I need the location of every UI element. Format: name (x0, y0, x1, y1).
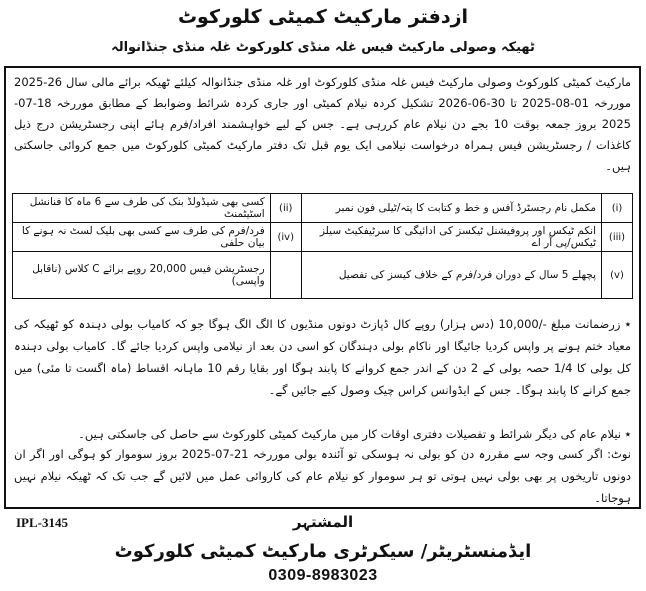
doc-number: (v) (602, 252, 633, 299)
note-paragraph: نوٹ: اگر کسی وجہ سے مقررہ دن کو بولی نہ ہوسکی تو آئندہ بولی موررخہ 21-07-2025 بروز سوموار کو ہوگی اور اگر ان دونوں تاریخوں پر بھی بولی نہیں ہوتی تو ہر سوموار کو نیلام عام کی کاروائی عمل میں لائیں گے جب تک کہ ٹھیکہ نیلام نہیں ہوجاتا۔ (14, 447, 631, 505)
documents-table (12, 193, 633, 299)
deposit-paragraph: ٭ زرضمانت مبلغ -/10,000 (دس ہزار) روپے کال ڈپازٹ دونوں منڈیوں کا الگ الگ ہوگا جو کہ کامیاب بولی دہندہ کو ٹھیکہ کی معیاد ختم ہونے پر واپس کردیا جائیگا اور ناکام بولی دہندگان کو اسی دن بعد از نیلامی واپس کردیا جائے گا۔ کامیاب بولی دہندہ کل بولی کا 1/4 حصہ بولی کے 2 دن کے اندر جمع کروانے کا پابند ہوگا اور بقایا رقم 10 ماہانہ اقساط (ماہ اگست تا مئی) میں جمع کرانے کا پابند ہوگا۔ جس کے ایڈوانس کراس چیک وصول کیے جائیں گے۔ (14, 317, 631, 397)
doc-text: مکمل نام رجسٹرڈ آفس و خط و کتابت کا پتہ/ٹیلی فون نمبر (301, 194, 601, 223)
table-row (13, 252, 633, 299)
table-row (13, 223, 633, 252)
doc-number: (iii) (602, 223, 633, 252)
doc-number (270, 252, 301, 299)
doc-text: فرد/فرم کی طرف سے کسی بھی بلیک لسٹ نہ ہونے کا بیان حلفی (13, 223, 271, 252)
doc-text: انکم ٹیکس اور پروفیشنل ٹیکسز کی ادائیگی کا سرٹیفکیٹ سیلز ٹیکس/پی آر اے (301, 223, 601, 252)
doc-text: کسی بھی شیڈولڈ بنک کی طرف سے 6 ماہ کا فنانشل اسٹیٹمنٹ (13, 194, 271, 223)
intro-paragraph: مارکیٹ کمیٹی کلورکوٹ وصولی مارکیٹ فیس غلہ منڈی کلورکوٹ اور غلہ منڈی جنڈانوالہ کیلئے ٹھیکہ برائے مالی سال 26-2025 موررخہ 01-08-2025 تا 30-06-2026 تشکیل کردہ نیلام کمیٹی اور جاری کردہ شرائط وضوابط کے مطابق موررخہ 18-07-2025 بروز جمعہ بوقت 10 بجے دن نیلام عام کررہی ہے۔ جس کے لیے خواہشمند افراد/فرم ہائے اپنی رجسٹریشن درج ذیل کاغذات / رجسٹریشن فیس ہمراہ درخواست نیلامی ایک یوم قبل تک دفتر مارکیٹ کمیٹی کلورکوٹ میں جمع کروائی جاسکتی ہیں۔ (14, 75, 632, 173)
phone-number: 0309-8983023 (268, 567, 378, 584)
page-title: ازدفتر مارکیٹ کمیٹی کلورکوٹ (177, 6, 469, 28)
publisher-label: المشتہر (292, 513, 354, 531)
doc-number: (ii) (270, 194, 301, 223)
doc-text: پچھلے 5 سال کے دوران فرد/فرم کے خلاف کیسز کی تفصیل (301, 252, 601, 299)
page-subtitle: ٹھیکہ وصولی مارکیٹ فیس غلہ منڈی کلورکوٹ غلہ منڈی جنڈانوالہ (111, 40, 535, 55)
doc-number: (iv) (270, 223, 301, 252)
doc-number: (i) (602, 194, 633, 223)
ipl-code: IPL-3145 (16, 515, 68, 530)
doc-text: رجسٹریشن فیس 20,000 روپے برائے C کلاس (ناقابل واپسی) (13, 252, 271, 299)
terms-paragraph: ٭ نیلام عام کی دیگر شرائط و تفصیلات دفتری اوقات کار میں مارکیٹ کمیٹی کلورکوٹ سے حاصل کی جاسکتی ہیں۔ (78, 427, 631, 441)
notice-box (4, 66, 641, 509)
table-row (13, 194, 633, 223)
officer-title: ایڈمنسٹریٹر/ سیکرٹری مارکیٹ کمیٹی کلورکوٹ (114, 541, 532, 562)
